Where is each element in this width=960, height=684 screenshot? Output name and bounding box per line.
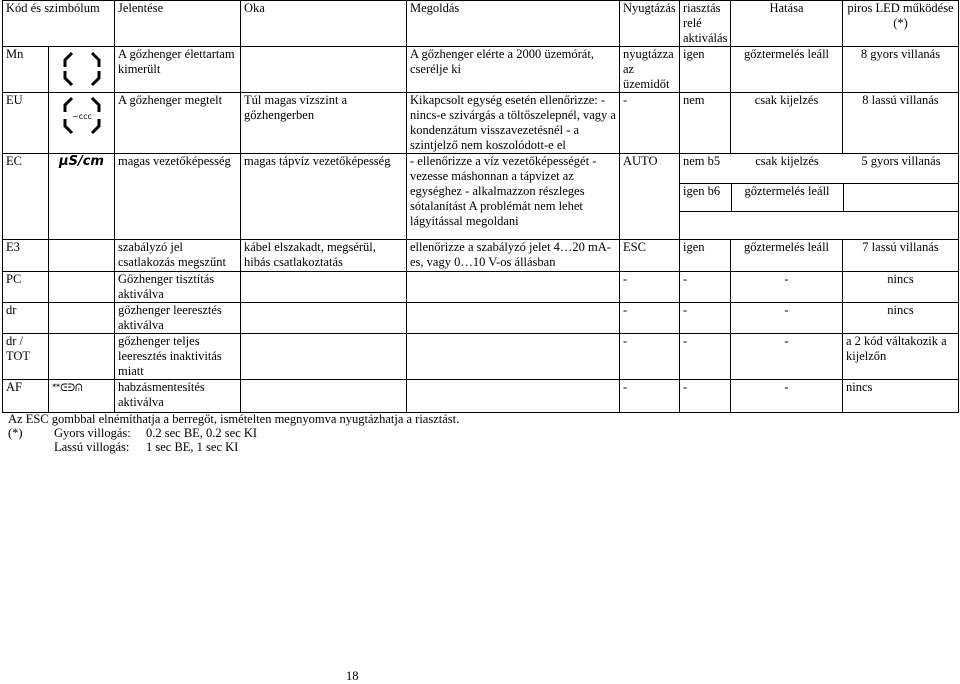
header-relay: riasztás relé aktiválás	[680, 1, 731, 47]
header-led: piros LED működése (*)	[843, 1, 959, 47]
fast-blink-label: Gyors villogás:	[54, 426, 131, 440]
symbol-cell	[49, 154, 115, 240]
cause-cell	[241, 334, 407, 380]
symbol-cell	[49, 47, 115, 93]
fast-blink-value: 0.2 sec BE, 0.2 sec KI	[146, 426, 258, 440]
meaning-cell: habzásmentesítés aktiválva	[115, 380, 241, 413]
led-cell: 8 lassú villanás	[843, 93, 959, 154]
ack-cell: -	[620, 380, 680, 413]
slow-blink-note	[8, 440, 459, 454]
symbol-cell	[49, 334, 115, 380]
symbol-cell	[49, 380, 115, 413]
fast-blink-note	[8, 426, 459, 440]
header-solution: Megoldás	[407, 1, 620, 47]
ack-cell: ESC	[620, 240, 680, 272]
cause-cell	[241, 272, 407, 303]
effect-cell: -	[731, 303, 843, 334]
effect-cell: -	[731, 334, 843, 380]
header-effect: Hatása	[731, 1, 843, 47]
level-symbol-text: ~ccc	[71, 112, 92, 121]
cause-cell: magas tápvíz vezetőképesség	[241, 154, 407, 240]
foam-symbol: ᕯᕮᕭᕬ	[52, 383, 83, 394]
cause-cell	[241, 303, 407, 334]
solution-cell: - ellenőrizze a víz vezetőképességét - vezesse máshonnan a tápvizet az egységhez - alkalmazzon részleges sótalanítást A problémát nem lehet lágyítással megoldani	[407, 154, 620, 240]
meaning-cell: gőzhenger leeresztés aktiválva	[115, 303, 241, 334]
led-cell: 8 gyors villanás	[843, 47, 959, 93]
symbol-cell	[49, 303, 115, 334]
slow-blink-label: Lassú villogás:	[54, 440, 130, 454]
ack-cell: -	[620, 93, 680, 154]
table-row	[3, 272, 959, 303]
table-row	[3, 47, 959, 93]
led-cell: 5 gyors villanás	[861, 154, 941, 168]
effect-cell: -	[731, 380, 843, 413]
relay-cell: -	[680, 303, 731, 334]
alarm-table	[2, 0, 959, 413]
led-cell: nincs	[843, 380, 959, 413]
table-row	[3, 240, 959, 272]
ec-subtable	[680, 154, 959, 212]
header-ack: Nyugtázás	[620, 1, 680, 47]
code-cell: EU	[3, 93, 49, 154]
header-meaning: Jelentése	[115, 1, 241, 47]
cause-cell: Túl magas vízszint a gőzhengerben	[241, 93, 407, 154]
relay-cell: igen	[680, 240, 731, 272]
ack-cell: -	[620, 272, 680, 303]
meaning-cell: A gőzhenger megtelt	[115, 93, 241, 154]
solution-cell: Kikapcsolt egység esetén ellenőrizze: - nincs-e szivárgás a töltőszelepnél, vagy a kondenzátum visszavezetésnél - a szintjelző nem koszolódott-e el	[407, 93, 620, 154]
relay-cell: -	[680, 272, 731, 303]
relay-cell: igen	[680, 47, 731, 93]
solution-cell	[407, 334, 620, 380]
header-code-symbol: Kód és szimbólum	[3, 1, 115, 47]
code-cell: E3	[3, 240, 49, 272]
conductivity-symbol: μS/cm	[59, 154, 104, 169]
table-row	[3, 334, 959, 380]
effect-cell: gőztermelés leáll	[731, 183, 843, 211]
relay-cell: nem b5	[683, 154, 721, 168]
relay-cell: -	[680, 334, 731, 380]
footnotes	[8, 412, 459, 454]
code-cell: dr	[3, 303, 49, 334]
solution-cell: ellenőrizze a szabályzó jelet 4…20 mA-es, vagy 0…10 V-os állásban	[407, 240, 620, 272]
code-cell: EC	[3, 154, 49, 240]
code-cell: Mn	[3, 47, 49, 93]
ec-split-cell	[680, 154, 959, 240]
header-cause: Oka	[241, 1, 407, 47]
solution-cell: A gőzhenger elérte a 2000 üzemórát, cserélje ki	[407, 47, 620, 93]
table-row	[3, 154, 959, 240]
code-cell: dr / TOT	[3, 334, 49, 380]
cause-cell	[241, 380, 407, 413]
meaning-cell: magas vezetőképesség	[115, 154, 241, 240]
effect-cell: gőztermelés leáll	[731, 47, 843, 93]
ack-cell: -	[620, 303, 680, 334]
symbol-cell	[49, 240, 115, 272]
effect-cell: csak kijelzés	[755, 154, 819, 168]
solution-cell	[407, 380, 620, 413]
solution-cell	[407, 303, 620, 334]
cause-cell	[241, 47, 407, 93]
led-cell: nincs	[843, 272, 959, 303]
meaning-cell: Gőzhenger tisztítás aktiválva	[115, 272, 241, 303]
bracket-icon	[62, 49, 102, 89]
footnote-mark: (*)	[8, 426, 23, 440]
table-row	[3, 303, 959, 334]
relay-cell: -	[680, 380, 731, 413]
table-row	[3, 93, 959, 154]
meaning-cell: szabályzó jel csatlakozás megszűnt	[115, 240, 241, 272]
empty-cell	[843, 183, 959, 211]
code-cell: AF	[3, 380, 49, 413]
page-number: 18	[346, 669, 359, 683]
esc-note: Az ESC gombbal elnémíthatja a berregőt, ismételten megnyomva nyugtázhatja a riasztást.	[8, 412, 460, 426]
relay-cell: igen b6	[680, 183, 731, 211]
slow-blink-value: 1 sec BE, 1 sec KI	[146, 440, 239, 454]
solution-cell	[407, 272, 620, 303]
relay-cell: nem	[680, 93, 731, 154]
led-cell: nincs	[843, 303, 959, 334]
cause-cell: kábel elszakadt, megsérül, hibás csatlakoztatás	[241, 240, 407, 272]
table-row	[3, 380, 959, 413]
effect-cell: -	[731, 272, 843, 303]
effect-cell: gőztermelés leáll	[731, 240, 843, 272]
ack-cell: AUTO	[620, 154, 680, 240]
ack-cell: -	[620, 334, 680, 380]
symbol-cell	[49, 272, 115, 303]
meaning-cell: gőzhenger teljes leeresztés inaktivitás miatt	[115, 334, 241, 380]
header-row	[3, 1, 959, 47]
symbol-cell	[49, 93, 115, 154]
led-cell: 7 lassú villanás	[843, 240, 959, 272]
ack-cell: nyugtázza az üzemidőt	[620, 47, 680, 93]
effect-cell: csak kijelzés	[731, 93, 843, 154]
cylinder-level-icon	[62, 95, 102, 137]
led-cell: a 2 kód váltakozik a kijelzőn	[843, 334, 959, 380]
meaning-cell: A gőzhenger élettartam kimerült	[115, 47, 241, 93]
code-cell: PC	[3, 272, 49, 303]
